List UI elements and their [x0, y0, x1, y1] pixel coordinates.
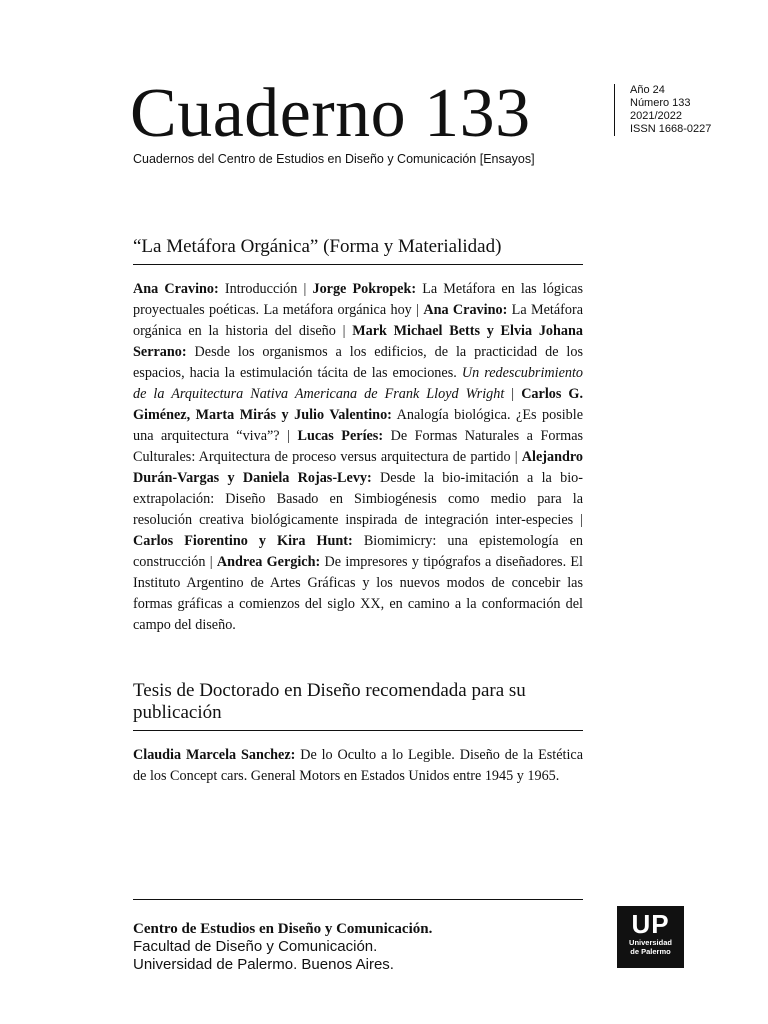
issue-year: Año 24 [630, 84, 665, 96]
entry-author: Alejandro Durán-Vargas y Daniela Rojas-Levy: [133, 449, 583, 486]
footer-divider [133, 899, 583, 900]
footer-org: Centro de Estudios en Diseño y Comunicación. [133, 921, 433, 937]
entry-separator: | [510, 449, 522, 465]
entry-separator: | [335, 323, 353, 339]
entry-title-italic: Un redescubrimiento de la Arquitectura Nativa Americana de Frank Lloyd Wright [133, 365, 584, 402]
section-contents [133, 745, 583, 787]
entry-title: La Metáfora orgánica en la historia del diseño [133, 302, 583, 339]
issue-number: Número 133 [630, 97, 691, 109]
entry-title: La Metáfora en las lógicas proyectuales poéticas. La metáfora orgánica hoy [133, 281, 583, 318]
masthead-subtitle: Cuadernos del Centro de Estudios en Diseño y Comunicación [Ensayos] [133, 152, 535, 166]
entry-author: Carlos Fiorentino y Kira Hunt: [133, 533, 353, 549]
up-logo [617, 906, 684, 968]
footer [133, 920, 432, 974]
issue-issn: ISSN 1668-0227 [630, 123, 712, 135]
entry-title: De impresores y tipógrafos a diseñadores. El Instituto Argentino de Artes Gráficas y los nuevos modos de concebir las formas gráficas a comienzos del siglo XX, en camino a la conformación del campo del diseño. [133, 554, 583, 633]
entry-author: Carlos G. Giménez, Marta Mirás y Julio Valentino: [133, 386, 583, 423]
section-contents [133, 279, 583, 636]
entry-title: De lo Oculto a lo Legible. Diseño de la Estética de los Concept cars. General Motors en Estados Unidos entre 1945 y 1965. [133, 747, 583, 784]
entry-separator: | [573, 512, 583, 528]
section-tesis-doctorado [133, 680, 583, 787]
logo-line2: de Palermo [630, 947, 671, 956]
entry-separator: | [411, 302, 424, 318]
entry-title: De Formas Naturales a Formas Culturales: Arquitectura de proceso versus arquitectura de partido [133, 428, 584, 465]
issue-period: 2021/2022 [630, 110, 682, 122]
masthead-title: Cuaderno 133 [130, 75, 531, 152]
entry-title: Desde la bio-imitación a la bio-extrapolación: Diseño Basado en Simbiogénesis como medio para la resolución creativa biológicamente inspirada de integración inter-especies [133, 470, 583, 528]
entry-title: Desde los organismos a los edificios, de la practicidad de los espacios, hacia la estimulación tácita de las emociones. [133, 344, 583, 381]
contents-entry [133, 281, 297, 297]
entry-title: Analogía biológica. ¿Es posible una arquitectura “viva”? [133, 407, 584, 444]
logo-line1: Universidad [629, 938, 672, 947]
issue-info [614, 84, 711, 136]
section-title: “La Metáfora Orgánica” (Forma y Materialidad) [133, 236, 583, 265]
entry-author: Claudia Marcela Sanchez: [133, 747, 296, 763]
entry-separator: | [297, 281, 313, 297]
footer-faculty: Facultad de Diseño y Comunicación. [133, 938, 378, 955]
entry-author: Andrea Gergich: [216, 554, 321, 570]
section-metafora-organica [133, 236, 583, 636]
entry-separator: | [504, 386, 522, 402]
entry-title: Biomimicry: una epistemología en construcción [133, 533, 583, 570]
contents-entry [133, 747, 583, 784]
entry-author: Lucas Períes: [297, 428, 384, 444]
entry-separator: | [205, 554, 217, 570]
entry-author: Ana Cravino: [423, 302, 508, 318]
entry-author: Jorge Pokropek: [312, 281, 417, 297]
entry-separator: | [279, 428, 298, 444]
entry-title: Introducción [218, 281, 298, 297]
footer-university: Universidad de Palermo. Buenos Aires. [133, 956, 394, 973]
section-title: Tesis de Doctorado en Diseño recomendada para su publicación [133, 680, 583, 731]
logo-mark: UP [631, 909, 670, 939]
entry-author: Mark Michael Betts y Elvia Johana Serrano: [133, 323, 583, 360]
entry-author: Ana Cravino: [133, 281, 219, 297]
